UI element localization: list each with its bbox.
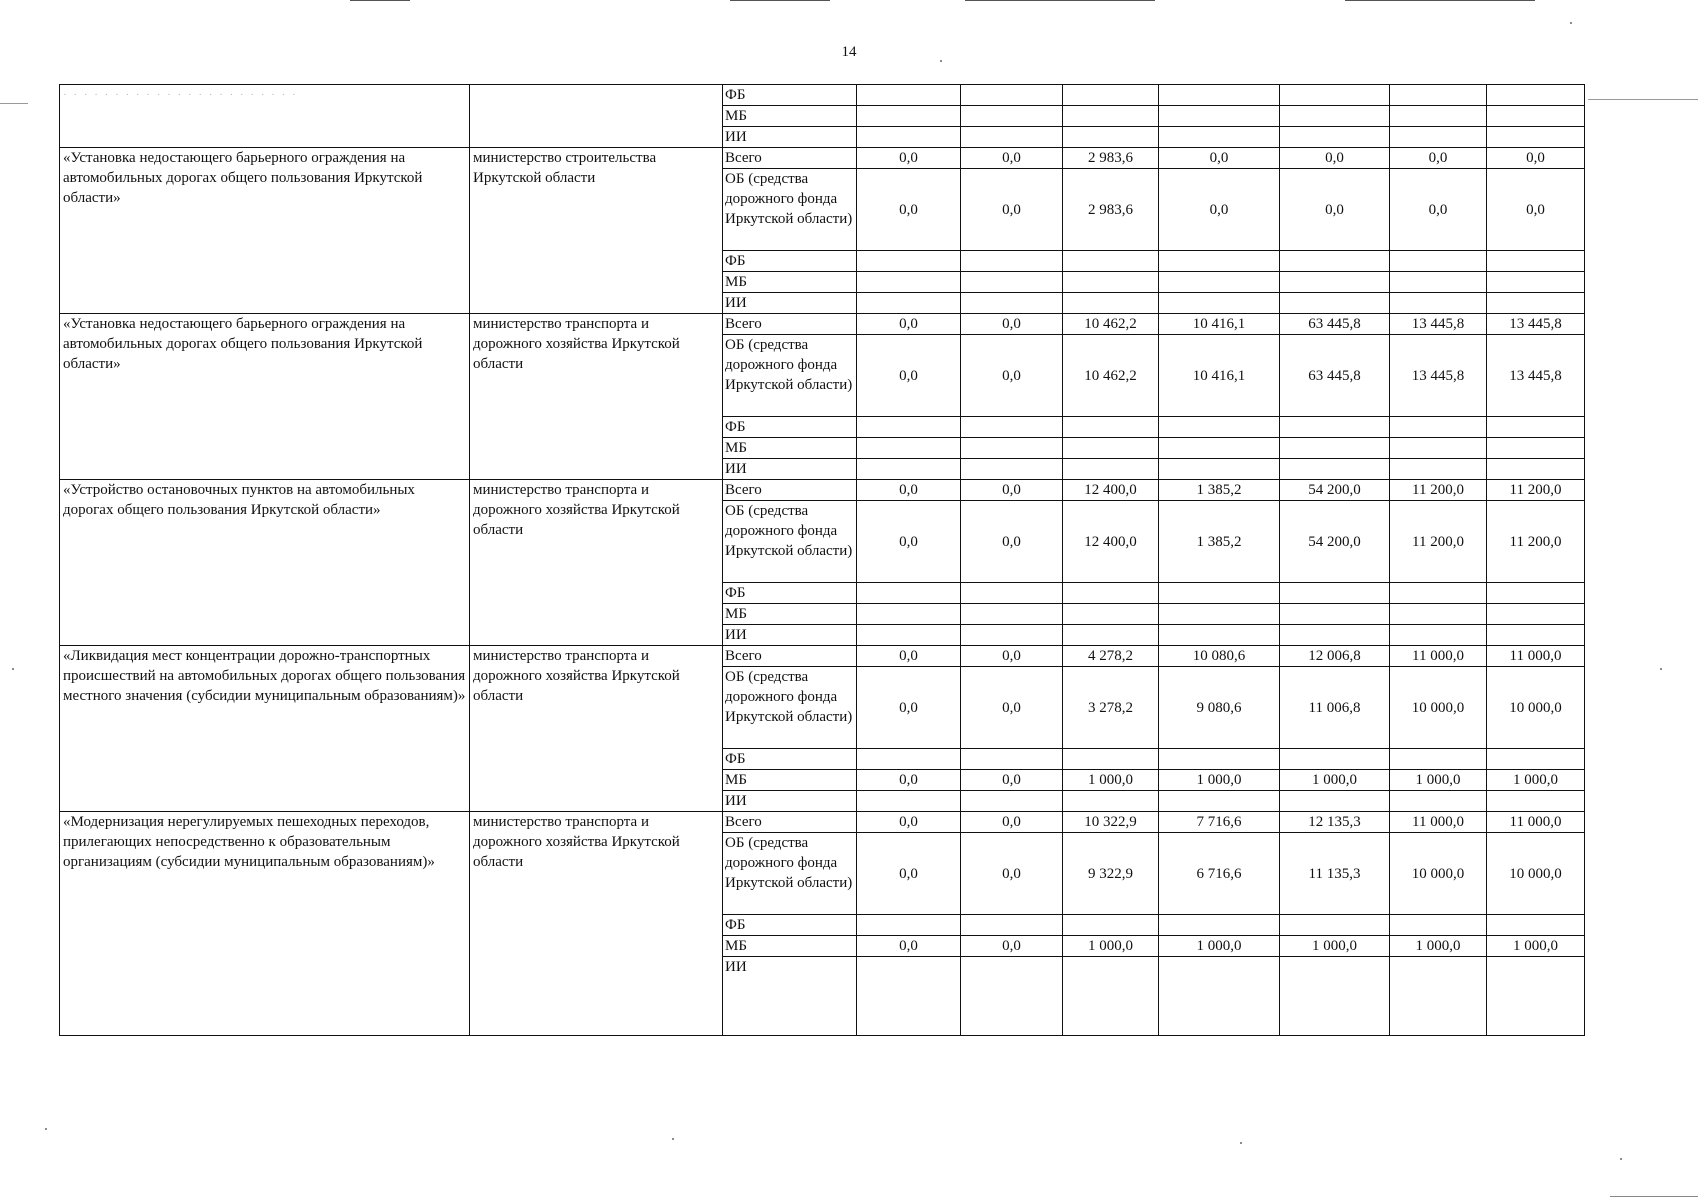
amount-cell <box>1280 85 1390 106</box>
amount-cell: 63 445,8 <box>1280 335 1390 417</box>
funding-source-label: ФБ <box>723 915 857 936</box>
amount-cell: 0,0 <box>857 646 961 667</box>
measure-description: «Установка недостающего барьерного ограждения на автомобильных дорогах общего пользования Иркутской области» <box>60 314 470 480</box>
amount-cell <box>857 438 961 459</box>
amount-cell <box>1487 417 1585 438</box>
amount-cell: 1 385,2 <box>1159 501 1280 583</box>
scan-artifact-dot <box>12 668 14 670</box>
funding-source-label: МБ <box>723 438 857 459</box>
amount-cell <box>1063 915 1159 936</box>
amount-cell <box>1487 85 1585 106</box>
amount-cell: 0,0 <box>961 314 1063 335</box>
amount-cell: 0,0 <box>857 936 961 957</box>
amount-cell <box>961 459 1063 480</box>
amount-cell <box>1390 251 1487 272</box>
amount-cell: 0,0 <box>857 833 961 915</box>
scan-artifact-dot <box>1240 1142 1242 1144</box>
amount-cell <box>961 791 1063 812</box>
funding-source-label: ОБ (средства дорожного фонда Иркутской области) <box>723 667 857 749</box>
amount-cell <box>1063 85 1159 106</box>
amount-cell <box>1063 583 1159 604</box>
amount-cell: 11 000,0 <box>1390 646 1487 667</box>
amount-cell <box>1390 583 1487 604</box>
amount-cell <box>1487 293 1585 314</box>
amount-cell <box>961 915 1063 936</box>
amount-cell: 0,0 <box>961 501 1063 583</box>
measure-description <box>60 85 470 148</box>
amount-cell <box>1063 604 1159 625</box>
amount-cell <box>857 459 961 480</box>
amount-cell: 12 006,8 <box>1280 646 1390 667</box>
funding-source-label: ОБ (средства дорожного фонда Иркутской области) <box>723 833 857 915</box>
amount-cell: 10 462,2 <box>1063 335 1159 417</box>
amount-cell: 0,0 <box>857 148 961 169</box>
amount-cell: 0,0 <box>961 667 1063 749</box>
amount-cell: 2 983,6 <box>1063 148 1159 169</box>
amount-cell <box>1063 791 1159 812</box>
amount-cell <box>1159 583 1280 604</box>
amount-cell <box>1390 272 1487 293</box>
amount-cell <box>1159 251 1280 272</box>
amount-cell <box>1159 272 1280 293</box>
amount-cell: 1 000,0 <box>1280 936 1390 957</box>
amount-cell <box>1159 749 1280 770</box>
amount-cell: 0,0 <box>857 812 961 833</box>
amount-cell <box>1159 85 1280 106</box>
amount-cell: 6 716,6 <box>1159 833 1280 915</box>
scan-artifact-dot <box>672 1138 674 1140</box>
amount-cell: 0,0 <box>961 480 1063 501</box>
amount-cell <box>1280 604 1390 625</box>
amount-cell <box>961 417 1063 438</box>
amount-cell <box>857 106 961 127</box>
executor <box>470 85 723 148</box>
amount-cell: 0,0 <box>1487 148 1585 169</box>
amount-cell <box>1063 272 1159 293</box>
funding-source-label: Всего <box>723 646 857 667</box>
amount-cell <box>961 85 1063 106</box>
amount-cell: 1 000,0 <box>1159 770 1280 791</box>
amount-cell <box>1487 127 1585 148</box>
amount-cell <box>1063 957 1159 1036</box>
amount-cell: 12 135,3 <box>1280 812 1390 833</box>
amount-cell: 10 416,1 <box>1159 314 1280 335</box>
amount-cell: 0,0 <box>857 335 961 417</box>
amount-cell: 9 080,6 <box>1159 667 1280 749</box>
amount-cell <box>1280 749 1390 770</box>
amount-cell <box>1159 625 1280 646</box>
measure-description: «Ликвидация мест концентрации дорожно-транспортных происшествий на автомобильных дорогах общего пользования местного значения (субсидии муниципальным образованиям)» <box>60 646 470 812</box>
scan-artifact-dot <box>1620 1158 1622 1160</box>
page-number: 14 <box>841 44 857 60</box>
amount-cell: 0,0 <box>961 770 1063 791</box>
amount-cell <box>1063 417 1159 438</box>
amount-cell <box>1487 957 1585 1036</box>
amount-cell: 13 445,8 <box>1390 314 1487 335</box>
funding-source-label: МБ <box>723 272 857 293</box>
amount-cell: 54 200,0 <box>1280 480 1390 501</box>
amount-cell: 1 000,0 <box>1159 936 1280 957</box>
amount-cell: 10 322,9 <box>1063 812 1159 833</box>
amount-cell <box>1159 957 1280 1036</box>
amount-cell <box>1159 915 1280 936</box>
amount-cell <box>1159 791 1280 812</box>
amount-cell: 10 000,0 <box>1390 833 1487 915</box>
amount-cell: 0,0 <box>857 480 961 501</box>
executor: министерство транспорта и дорожного хозяйства Иркутской области <box>470 480 723 646</box>
amount-cell <box>961 957 1063 1036</box>
funding-source-label: ИИ <box>723 293 857 314</box>
scan-artifact-dot <box>1660 668 1662 670</box>
amount-cell <box>1159 293 1280 314</box>
amount-cell: 0,0 <box>1280 169 1390 251</box>
amount-cell <box>1487 791 1585 812</box>
scan-artifact-line <box>1588 99 1698 100</box>
scan-artifact-line <box>730 0 830 1</box>
funding-source-label: ИИ <box>723 791 857 812</box>
amount-cell: 13 445,8 <box>1487 314 1585 335</box>
amount-cell <box>1280 957 1390 1036</box>
funding-source-label: Всего <box>723 314 857 335</box>
amount-cell <box>1280 272 1390 293</box>
amount-cell: 1 000,0 <box>1487 770 1585 791</box>
amount-cell <box>857 251 961 272</box>
amount-cell <box>1487 251 1585 272</box>
amount-cell <box>961 583 1063 604</box>
amount-cell <box>1487 604 1585 625</box>
amount-cell: 0,0 <box>961 812 1063 833</box>
amount-cell <box>1487 106 1585 127</box>
amount-cell <box>1159 438 1280 459</box>
table-row <box>60 646 1585 667</box>
amount-cell: 0,0 <box>961 646 1063 667</box>
amount-cell <box>1159 417 1280 438</box>
amount-cell: 0,0 <box>1159 169 1280 251</box>
amount-cell: 0,0 <box>961 169 1063 251</box>
amount-cell <box>1390 957 1487 1036</box>
amount-cell <box>1390 459 1487 480</box>
amount-cell <box>857 127 961 148</box>
amount-cell <box>1487 438 1585 459</box>
amount-cell: 11 200,0 <box>1390 501 1487 583</box>
amount-cell <box>857 417 961 438</box>
amount-cell: 0,0 <box>857 770 961 791</box>
amount-cell <box>961 625 1063 646</box>
amount-cell <box>1280 625 1390 646</box>
amount-cell <box>1280 251 1390 272</box>
amount-cell <box>1063 293 1159 314</box>
amount-cell <box>857 915 961 936</box>
amount-cell: 13 445,8 <box>1487 335 1585 417</box>
amount-cell <box>857 791 961 812</box>
amount-cell: 1 000,0 <box>1390 936 1487 957</box>
amount-cell <box>1280 417 1390 438</box>
executor: министерство транспорта и дорожного хозяйства Иркутской области <box>470 812 723 1036</box>
amount-cell <box>1280 791 1390 812</box>
amount-cell: 10 000,0 <box>1487 833 1585 915</box>
amount-cell: 0,0 <box>857 501 961 583</box>
amount-cell: 0,0 <box>961 833 1063 915</box>
amount-cell <box>961 293 1063 314</box>
amount-cell <box>1487 583 1585 604</box>
funding-source-label: ИИ <box>723 625 857 646</box>
amount-cell: 0,0 <box>1159 148 1280 169</box>
executor: министерство транспорта и дорожного хозяйства Иркутской области <box>470 314 723 480</box>
amount-cell <box>1390 85 1487 106</box>
amount-cell: 0,0 <box>1487 169 1585 251</box>
amount-cell <box>1159 604 1280 625</box>
table-row <box>60 480 1585 501</box>
table-row <box>60 812 1585 833</box>
amount-cell: 1 000,0 <box>1280 770 1390 791</box>
amount-cell: 1 385,2 <box>1159 480 1280 501</box>
funding-source-label: ИИ <box>723 127 857 148</box>
amount-cell: 1 000,0 <box>1390 770 1487 791</box>
amount-cell <box>1390 749 1487 770</box>
measure-description: «Установка недостающего барьерного ограждения на автомобильных дорогах общего пользования Иркутской области» <box>60 148 470 314</box>
measure-description: «Модернизация нерегулируемых пешеходных переходов, прилегающих непосредственно к образовательным организациям (субсидии муниципальным образованиям)» <box>60 812 470 1036</box>
amount-cell <box>1390 438 1487 459</box>
amount-cell <box>1390 417 1487 438</box>
funding-source-label: ФБ <box>723 85 857 106</box>
faded-continuation-text: · · · · · · · · · · · · · · · · · · · · · · · <box>63 89 298 101</box>
executor: министерство транспорта и дорожного хозяйства Иркутской области <box>470 646 723 812</box>
funding-source-label: ФБ <box>723 583 857 604</box>
amount-cell: 2 983,6 <box>1063 169 1159 251</box>
funding-source-label: МБ <box>723 936 857 957</box>
scan-artifact-line <box>350 0 410 1</box>
amount-cell <box>1159 106 1280 127</box>
amount-cell <box>1390 106 1487 127</box>
table-row <box>60 85 1585 106</box>
amount-cell: 12 400,0 <box>1063 480 1159 501</box>
amount-cell <box>961 749 1063 770</box>
amount-cell <box>857 293 961 314</box>
budget-table <box>59 84 1585 1036</box>
funding-source-label: МБ <box>723 604 857 625</box>
funding-source-label: ОБ (средства дорожного фонда Иркутской области) <box>723 169 857 251</box>
funding-source-label: ФБ <box>723 251 857 272</box>
amount-cell <box>1280 438 1390 459</box>
table-row <box>60 148 1585 169</box>
amount-cell <box>1280 583 1390 604</box>
amount-cell <box>857 583 961 604</box>
amount-cell: 10 462,2 <box>1063 314 1159 335</box>
funding-source-label: ОБ (средства дорожного фонда Иркутской области) <box>723 335 857 417</box>
funding-source-label: Всего <box>723 812 857 833</box>
amount-cell <box>1487 459 1585 480</box>
budget-table-body <box>60 85 1585 1036</box>
amount-cell <box>961 127 1063 148</box>
amount-cell <box>857 957 961 1036</box>
funding-source-label: МБ <box>723 770 857 791</box>
amount-cell: 11 000,0 <box>1487 646 1585 667</box>
amount-cell: 1 000,0 <box>1063 770 1159 791</box>
amount-cell: 11 200,0 <box>1487 480 1585 501</box>
amount-cell: 11 006,8 <box>1280 667 1390 749</box>
amount-cell <box>1487 915 1585 936</box>
amount-cell <box>1390 127 1487 148</box>
amount-cell: 9 322,9 <box>1063 833 1159 915</box>
amount-cell <box>961 438 1063 459</box>
amount-cell: 10 416,1 <box>1159 335 1280 417</box>
amount-cell <box>961 604 1063 625</box>
executor: министерство строительства Иркутской области <box>470 148 723 314</box>
amount-cell <box>857 625 961 646</box>
amount-cell <box>1487 749 1585 770</box>
funding-source-label: ФБ <box>723 417 857 438</box>
amount-cell <box>1390 915 1487 936</box>
funding-source-label: МБ <box>723 106 857 127</box>
amount-cell <box>1280 127 1390 148</box>
amount-cell: 0,0 <box>857 667 961 749</box>
amount-cell: 11 200,0 <box>1487 501 1585 583</box>
amount-cell <box>1159 127 1280 148</box>
funding-source-label: Всего <box>723 480 857 501</box>
amount-cell: 0,0 <box>1390 169 1487 251</box>
amount-cell: 0,0 <box>857 314 961 335</box>
amount-cell <box>857 604 961 625</box>
funding-source-label: ОБ (средства дорожного фонда Иркутской области) <box>723 501 857 583</box>
amount-cell <box>857 85 961 106</box>
amount-cell <box>1390 791 1487 812</box>
scan-artifact-line <box>1610 1196 1698 1197</box>
amount-cell <box>1390 604 1487 625</box>
amount-cell <box>1063 625 1159 646</box>
table-row <box>60 314 1585 335</box>
scan-artifact-dot <box>1570 22 1572 24</box>
amount-cell: 0,0 <box>961 335 1063 417</box>
amount-cell: 11 000,0 <box>1487 812 1585 833</box>
amount-cell: 0,0 <box>1280 148 1390 169</box>
amount-cell: 1 000,0 <box>1063 936 1159 957</box>
scan-artifact-dot <box>45 1128 47 1130</box>
amount-cell: 11 000,0 <box>1390 812 1487 833</box>
amount-cell <box>1487 272 1585 293</box>
amount-cell: 0,0 <box>961 148 1063 169</box>
amount-cell: 4 278,2 <box>1063 646 1159 667</box>
amount-cell: 1 000,0 <box>1487 936 1585 957</box>
amount-cell <box>961 251 1063 272</box>
amount-cell <box>1063 251 1159 272</box>
amount-cell: 11 200,0 <box>1390 480 1487 501</box>
amount-cell <box>1487 625 1585 646</box>
amount-cell <box>1280 293 1390 314</box>
amount-cell <box>961 106 1063 127</box>
funding-source-label: ФБ <box>723 749 857 770</box>
amount-cell: 0,0 <box>961 936 1063 957</box>
amount-cell: 10 000,0 <box>1390 667 1487 749</box>
amount-cell: 63 445,8 <box>1280 314 1390 335</box>
amount-cell <box>857 272 961 293</box>
amount-cell <box>1063 749 1159 770</box>
amount-cell <box>1063 459 1159 480</box>
funding-source-label: ИИ <box>723 957 857 1036</box>
amount-cell <box>1063 106 1159 127</box>
amount-cell <box>1390 625 1487 646</box>
amount-cell: 3 278,2 <box>1063 667 1159 749</box>
funding-source-label: ИИ <box>723 459 857 480</box>
measure-description: «Устройство остановочных пунктов на автомобильных дорогах общего пользования Иркутской области» <box>60 480 470 646</box>
amount-cell <box>1280 106 1390 127</box>
amount-cell <box>1159 459 1280 480</box>
scan-artifact-line <box>1345 0 1535 1</box>
amount-cell: 54 200,0 <box>1280 501 1390 583</box>
amount-cell: 12 400,0 <box>1063 501 1159 583</box>
amount-cell: 0,0 <box>1390 148 1487 169</box>
amount-cell <box>857 749 961 770</box>
amount-cell: 11 135,3 <box>1280 833 1390 915</box>
amount-cell <box>1390 293 1487 314</box>
amount-cell: 0,0 <box>857 169 961 251</box>
amount-cell: 10 000,0 <box>1487 667 1585 749</box>
amount-cell <box>1280 459 1390 480</box>
funding-source-label: Всего <box>723 148 857 169</box>
amount-cell <box>1063 438 1159 459</box>
amount-cell <box>961 272 1063 293</box>
amount-cell: 10 080,6 <box>1159 646 1280 667</box>
amount-cell <box>1063 127 1159 148</box>
amount-cell: 13 445,8 <box>1390 335 1487 417</box>
amount-cell: 7 716,6 <box>1159 812 1280 833</box>
scan-artifact-line <box>965 0 1155 1</box>
amount-cell <box>1280 915 1390 936</box>
scan-artifact-line <box>0 103 28 104</box>
